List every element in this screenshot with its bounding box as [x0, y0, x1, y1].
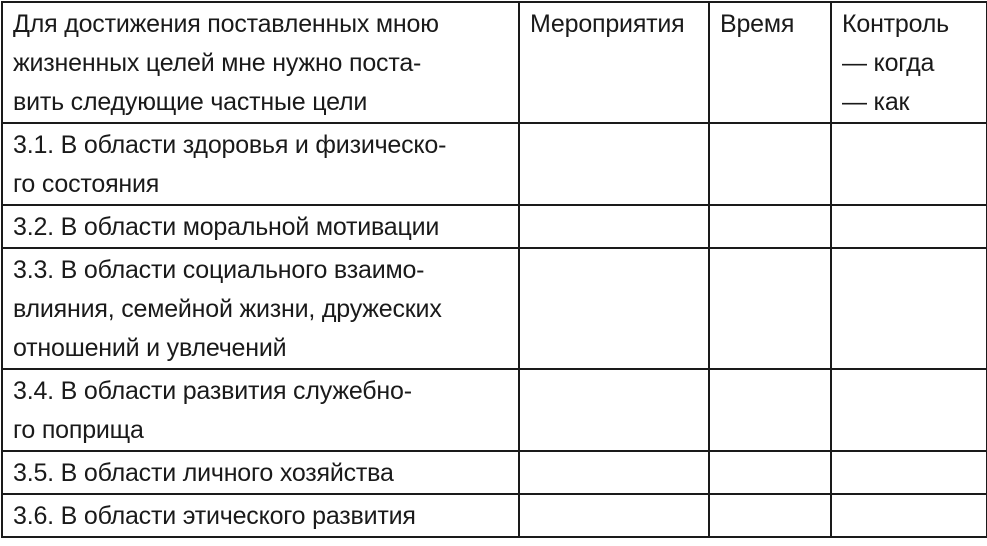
header-goals: Для достижения поставленных мною жизненных целей мне нужно поста- вить следующие частные цели [2, 2, 519, 123]
control-cell [831, 494, 987, 537]
goal-cell: 3.6. В области этического развития [2, 494, 519, 537]
control-cell [831, 123, 987, 205]
measures-cell [519, 451, 709, 494]
table-row [2, 205, 987, 248]
table-row [2, 248, 987, 369]
header-control: Контроль — когда — как [831, 2, 987, 123]
time-cell [709, 369, 831, 451]
time-cell [709, 248, 831, 369]
time-cell [709, 205, 831, 248]
goal-cell: 3.2. В области моральной мотивации [2, 205, 519, 248]
goal-cell: 3.5. В области личного хозяйства [2, 451, 519, 494]
goal-cell: 3.3. В области социального взаимо- влияния, семейной жизни, дружеских отношений и увлечений [2, 248, 519, 369]
control-cell [831, 205, 987, 248]
time-cell [709, 123, 831, 205]
time-cell [709, 451, 831, 494]
measures-cell [519, 494, 709, 537]
control-cell [831, 369, 987, 451]
control-cell [831, 248, 987, 369]
control-cell [831, 451, 987, 494]
table-row [2, 123, 987, 205]
header-time: Время [709, 2, 831, 123]
table-row [2, 494, 987, 537]
goal-cell: 3.1. В области здоровья и физическо- го состояния [2, 123, 519, 205]
header-measures: Мероприятия [519, 2, 709, 123]
table-row [2, 451, 987, 494]
goals-plan-table [1, 1, 987, 538]
goal-cell: 3.4. В области развития служебно- го поприща [2, 369, 519, 451]
measures-cell [519, 123, 709, 205]
measures-cell [519, 205, 709, 248]
time-cell [709, 494, 831, 537]
table-header-row [2, 2, 987, 123]
table-row [2, 369, 987, 451]
measures-cell [519, 248, 709, 369]
measures-cell [519, 369, 709, 451]
